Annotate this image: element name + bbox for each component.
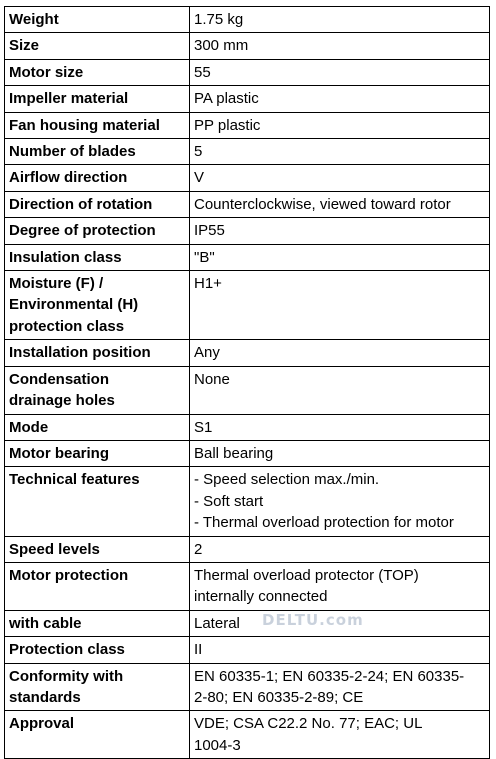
spec-value-cell [190,59,490,85]
spec-label-text: Condensation [9,370,109,388]
spec-label-text: Conformity with [9,667,124,685]
spec-label-text: protection class [9,317,125,335]
spec-value-cell [190,711,490,759]
spec-value-text: "B" [194,248,215,266]
spec-value-cell [190,366,490,414]
spec-row [5,467,490,536]
spec-label-text: Fan housing material [9,116,160,134]
spec-row [5,610,490,636]
spec-value-text: 2-80; EN 60335-2-89; CE [194,688,364,706]
spec-label-text: Moisture (F) / [9,275,104,293]
spec-label-text: Weight [9,11,59,28]
spec-label-cell [5,637,190,663]
spec-label-text: Airflow direction [9,169,128,187]
spec-value-text: Ball bearing [194,444,274,462]
spec-label-text: Technical features [9,471,140,489]
spec-value-cell [190,33,490,59]
spec-label-cell [5,86,190,112]
spec-row [5,340,490,366]
spec-value-cell [190,637,490,663]
spec-label-text: Motor protection [9,566,129,584]
spec-label-text: Approval [9,715,75,733]
spec-value-cell [190,86,490,112]
spec-row [5,59,490,85]
spec-value-cell [190,191,490,217]
spec-row [5,663,490,711]
spec-label-text: drainage holes [9,392,115,410]
spec-row [5,366,490,414]
spec-row [5,414,490,440]
spec-label-text: Motor size [9,63,84,81]
spec-label-text: Speed levels [9,540,100,558]
spec-value-text: PP plastic [194,116,261,134]
specification-table-body [5,7,490,759]
spec-value-text: internally connected [194,588,328,606]
spec-row [5,33,490,59]
spec-value-text: Counterclockwise, viewed toward rotor [194,195,451,213]
spec-value-text: V [194,169,205,187]
spec-label-text: Degree of protection [9,222,156,240]
spec-row [5,711,490,759]
spec-value-cell [190,467,490,536]
spec-row [5,165,490,191]
spec-label-text: Impeller material [9,90,129,108]
spec-label-text: Size [9,37,40,55]
spec-label-cell [5,467,190,536]
spec-value-cell [190,440,490,466]
spec-value-text: 1.75 kg [194,11,244,28]
spec-value-text: 1004-3 [194,736,241,754]
spec-label-text: with cable [9,614,82,632]
spec-label-cell [5,340,190,366]
spec-label-cell [5,244,190,270]
spec-value-text: 300 mm [194,37,249,55]
spec-label-text: Environmental (H) [9,296,139,314]
spec-value-cell [190,340,490,366]
spec-label-cell [5,271,190,340]
spec-value-text: 5 [194,143,203,161]
spec-label-text: Insulation class [9,248,122,266]
spec-label-cell [5,711,190,759]
spec-label-cell [5,562,190,610]
spec-label-cell [5,218,190,244]
spec-row [5,271,490,340]
spec-row [5,139,490,165]
spec-value-text: - Soft start [194,492,264,510]
spec-label-text: Installation position [9,344,151,362]
spec-value-cell [190,663,490,711]
spec-value-text: 2 [194,540,203,558]
spec-value-cell [190,610,490,636]
spec-label-cell [5,536,190,562]
spec-row [5,536,490,562]
spec-value-cell [190,7,490,33]
spec-row [5,562,490,610]
spec-value-text: Lateral [194,614,240,632]
spec-value-text: II [194,641,203,659]
spec-row [5,244,490,270]
spec-value-text: S1 [194,418,213,436]
spec-label-cell [5,59,190,85]
spec-label-cell [5,610,190,636]
spec-label-text: standards [9,688,81,706]
spec-label-cell [5,33,190,59]
spec-value-cell [190,218,490,244]
spec-label-cell [5,440,190,466]
spec-value-cell [190,165,490,191]
spec-value-cell [190,244,490,270]
spec-value-text: H1+ [194,275,222,293]
spec-value-text: None [194,370,230,388]
spec-value-text: 55 [194,63,211,81]
spec-label-text: Number of blades [9,143,136,161]
spec-label-cell [5,112,190,138]
spec-value-text: VDE; CSA C22.2 No. 77; EAC; UL [194,715,423,733]
spec-label-cell [5,139,190,165]
spec-value-cell [190,536,490,562]
spec-value-text: Any [194,344,220,362]
spec-value-text: Thermal overload protector (TOP) [194,566,419,584]
spec-row [5,7,490,33]
spec-row [5,440,490,466]
spec-value-text: PA plastic [194,90,259,108]
spec-value-cell [190,562,490,610]
spec-label-cell [5,7,190,33]
spec-label-text: Motor bearing [9,444,109,462]
spec-value-text: - Speed selection max./min. [194,471,380,489]
spec-label-cell [5,414,190,440]
spec-label-text: Mode [9,418,49,436]
spec-row [5,637,490,663]
spec-row [5,191,490,217]
watermark: DELTU.com [262,611,364,629]
spec-label-cell [5,165,190,191]
spec-label-cell [5,663,190,711]
spec-row [5,218,490,244]
spec-label-text: Direction of rotation [9,195,153,213]
spec-value-cell [190,112,490,138]
spec-label-text: Protection class [9,641,125,659]
spec-row [5,86,490,112]
spec-row [5,112,490,138]
spec-label-cell [5,366,190,414]
specification-table [4,6,490,759]
spec-label-cell [5,191,190,217]
spec-value-cell [190,139,490,165]
spec-value-cell [190,271,490,340]
spec-value-text: EN 60335-1; EN 60335-2-24; EN 60335- [194,667,465,685]
spec-value-text: - Thermal overload protection for motor [194,514,454,532]
spec-value-cell [190,414,490,440]
spec-value-text: IP55 [194,222,225,240]
